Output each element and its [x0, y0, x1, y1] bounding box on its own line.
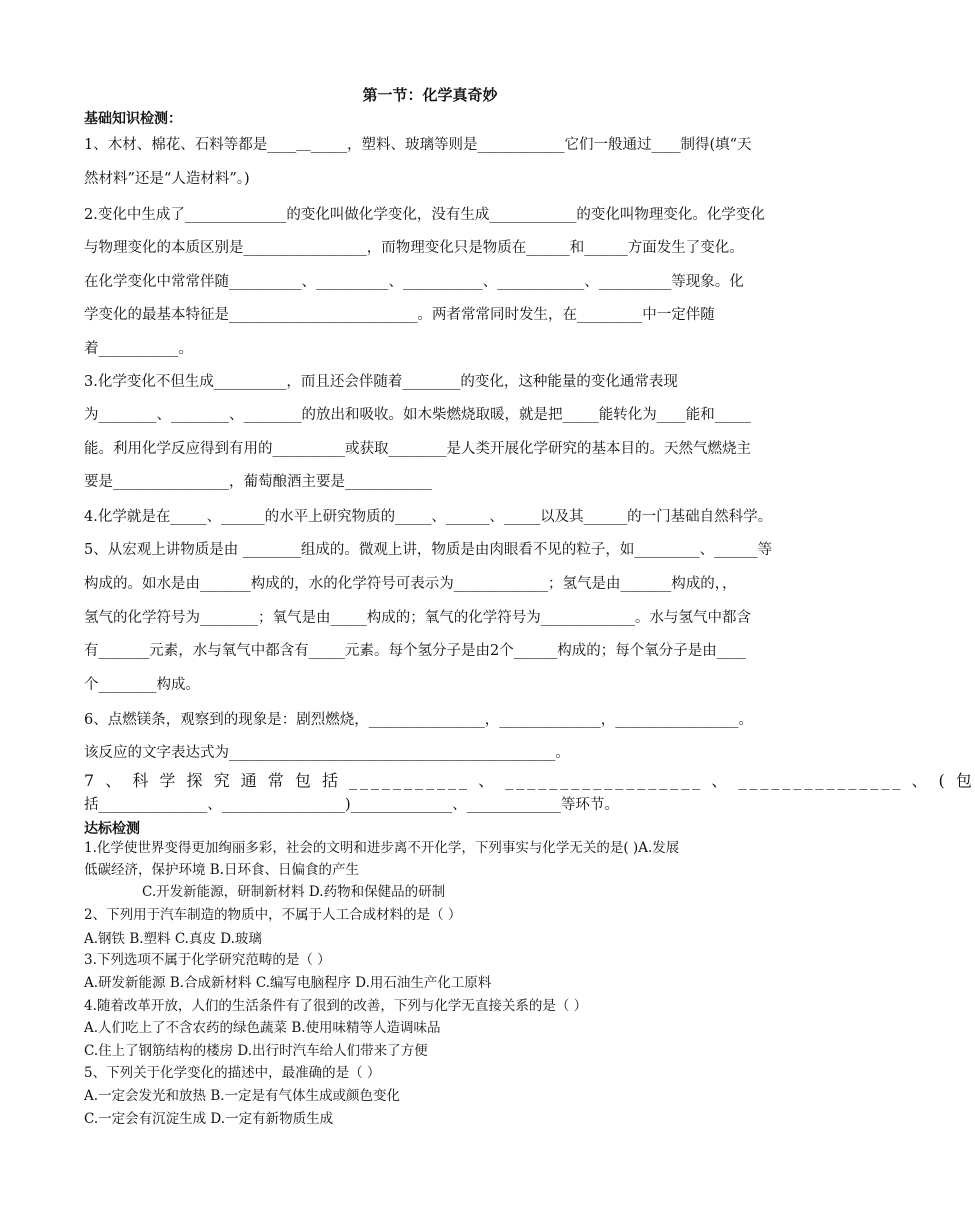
text-line: 该反应的文字表达式为_____________________________________________。: [84, 745, 570, 761]
text-line: 7 、 科 学 探 究 通 常 包 括 ___________ 、 __________________ 、 _______________ 、 ( 包: [84, 771, 975, 790]
section-heading-assessment: 达标检测: [84, 821, 140, 837]
question-line: 4.随着改革开放，人们的生活条件有了很到的改善，下列与化学无直接关系的是（ ）: [84, 998, 588, 1014]
text-line: 为________、________、________的放出和吸收。如木柴燃烧取暖，就是把_____能转化为____能和_____: [84, 407, 751, 423]
text-line: 然材料”还是“人造材料”。): [84, 171, 250, 187]
text-line: 能。利用化学反应得到有用的__________或获取________是人类开展化学研究的基本目的。天然气燃烧主: [84, 441, 751, 457]
text-line: 6、点燃镁条，观察到的现象是：剧烈燃烧，________________，______________，_________________。: [84, 712, 753, 728]
text-line: 学变化的最基本特征是__________________________。两者常常同时发生，在_________中一定伴随: [84, 307, 715, 323]
text-line: 括_______________、_________________)______________、_____________等环节。: [84, 797, 619, 813]
question-line: 2、下列用于汽车制造的物质中，不属于人工合成材料的是（ ）: [84, 907, 462, 923]
text-line: 着___________。: [84, 341, 193, 357]
text-line: 4.化学就是在_____、______的水平上研究物质的_____、______、_____以及其______的一门基础自然科学。: [84, 509, 773, 525]
text-line: 要是________________，葡萄酿酒主要是____________: [84, 474, 432, 490]
question-line: 低碳经济，保护环境 B.日环食、日偏食的产生: [84, 862, 360, 878]
question-option-line: A.钢铁 B.塑料 C.真皮 D.玻璃: [84, 931, 262, 947]
question-line: 3.下列选项不属于化学研究范畴的是（ ）: [84, 952, 331, 968]
section-heading-basic: 基础知识检测：: [84, 111, 182, 127]
text-line: 在化学变化中常常伴随__________、__________、___________、____________、__________等现象。化: [84, 274, 744, 290]
question-option-line: A.研发新能源 B.合成新材料 C.编写电脑程序 D.用石油生产化工原料: [84, 975, 492, 991]
question-option-line: C.住上了钢筋结构的楼房 D.出行时汽车给人们带来了方便: [84, 1043, 428, 1059]
text-line: 2.变化中生成了______________的变化叫做化学变化，没有生成____________的变化叫物理变化。化学变化: [84, 207, 765, 223]
question-option-line: C.一定会有沉淀生成 D.一定有新物质生成: [84, 1111, 334, 1127]
text-line: 3.化学变化不但生成__________，而且还会伴随着________的变化，这种能量的变化通常表现: [84, 374, 678, 390]
text-line: 与物理变化的本质区别是_________________，而物理变化只是物质在______和______方面发生了变化。: [84, 240, 744, 256]
question-option-line: A.一定会发光和放热 B.一定是有气体生成或颜色变化: [84, 1088, 401, 1104]
question-line: 5、下列关于化学变化的描述中，最准确的是（ ）: [84, 1065, 381, 1081]
page-title: 第一节：化学真奇妙: [362, 86, 498, 104]
text-line: 构成的。如水是由_______构成的，水的化学符号可表示为_____________；氢气是由_______构成的，，: [84, 576, 737, 592]
text-line: 有_______元素，水与氧气中都含有_____元素。每个氢分子是由2个______构成的；每个氧分子是由____: [84, 643, 746, 659]
text-line: 个________构成。: [84, 677, 200, 693]
text-line: 5、从宏观上讲物质是由 ________组成的。微观上讲，物质是由肉眼看不见的粒子，如_________、______等: [84, 542, 773, 558]
question-line: 1.化学使世界变得更加绚丽多彩，社会的文明和进步离不开化学，下列事实与化学无关的是( )A.发展: [84, 840, 680, 856]
text-line: 1、木材、棉花、石料等都是____＿_____，塑料、玻璃等则是____________它们一般通过____制得(填“天: [84, 137, 752, 153]
question-option-line: C.开发新能源，研制新材料 D.药物和保健品的研制: [142, 884, 446, 900]
question-option-line: A.人们吃上了不含农药的绿色蔬菜 B.使用味精等人造调味品: [84, 1020, 441, 1036]
text-line: 氢气的化学符号为________；氧气是由_____构成的；氧气的化学符号为_____________。水与氢气中都含: [84, 610, 751, 626]
